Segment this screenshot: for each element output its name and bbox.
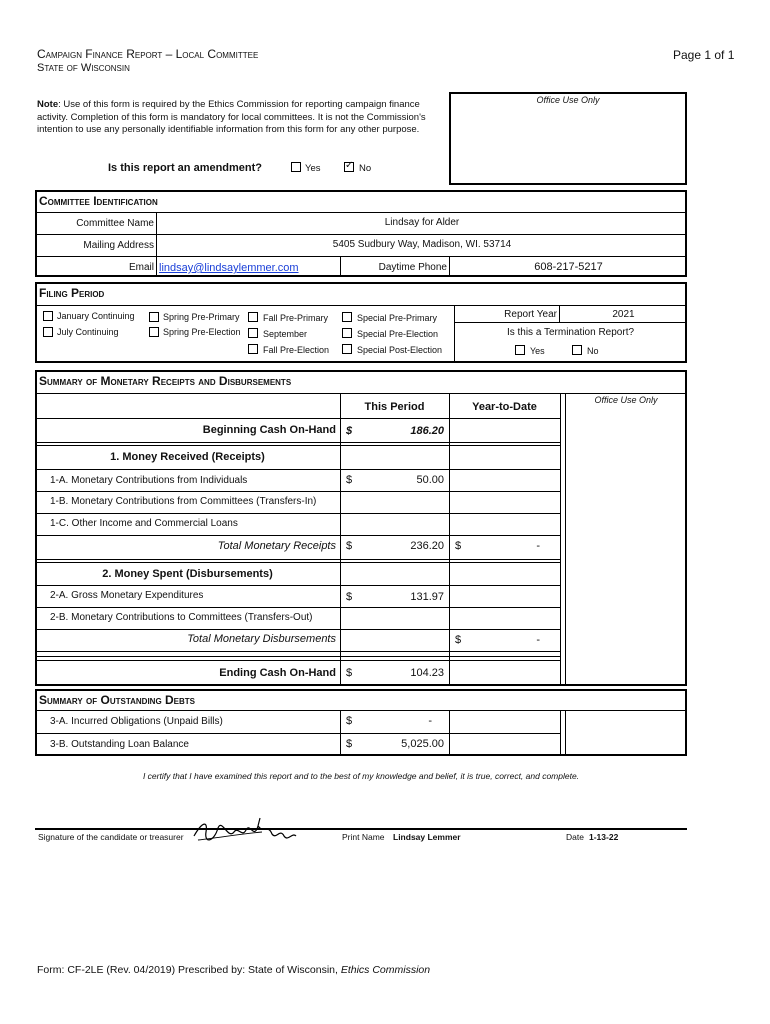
special-post-election-checkbox[interactable] bbox=[342, 344, 352, 354]
money-received-heading: 1. Money Received (Receipts) bbox=[110, 451, 265, 463]
handwritten-signature bbox=[188, 814, 300, 848]
mailing-address-label: Mailing Address bbox=[83, 240, 154, 251]
footer-form-info bbox=[37, 964, 430, 976]
september-checkbox[interactable] bbox=[248, 328, 258, 338]
footer-agency: Ethics Commission bbox=[340, 964, 431, 976]
amendment-question: Is this report an amendment? bbox=[108, 162, 263, 174]
money-spent-heading: 2. Money Spent (Disbursements) bbox=[102, 568, 273, 580]
col-this-period: This Period bbox=[364, 401, 425, 413]
signature-label: Signature of the candidate or treasurer bbox=[38, 832, 184, 842]
note-body: : Use of this form is required by the Ethics Commission for reporting campaign finance activity. Completion of this form is mandatory for local committees. It is not the Commission's intention to use any personally identifiable information from this form for any other purpose. bbox=[37, 99, 426, 135]
form-title: Campaign Finance Report – Local Committee bbox=[37, 47, 259, 61]
committee-heading: Committee Identification bbox=[39, 194, 158, 208]
row-3a-label: 3-A. Incurred Obligations (Unpaid Bills) bbox=[50, 716, 223, 727]
total-receipts-currency: $ bbox=[346, 540, 353, 552]
january-continuing-label: January Continuing bbox=[57, 311, 135, 321]
amendment-no-label: No bbox=[359, 163, 372, 174]
special-pre-election-checkbox[interactable] bbox=[342, 328, 352, 338]
mailing-address-value[interactable]: 5405 Sudbury Way, Madison, WI. 53714 bbox=[332, 239, 512, 250]
row-3a-currency: $ bbox=[346, 715, 353, 727]
daytime-phone-value[interactable]: 608-217-5217 bbox=[534, 261, 603, 273]
september-label: September bbox=[263, 329, 308, 339]
special-post-election-label: Special Post-Election bbox=[357, 345, 443, 355]
beginning-cash-currency: $ bbox=[346, 425, 353, 437]
row-3b-label: 3-B. Outstanding Loan Balance bbox=[50, 739, 189, 750]
spring-pre-election-label: Spring Pre-Election bbox=[163, 327, 241, 337]
row-3b-value[interactable]: 5,025.00 bbox=[401, 738, 444, 750]
total-receipts-ytd-value[interactable]: - bbox=[536, 540, 540, 552]
total-disbursements-ytd-currency: $ bbox=[455, 634, 462, 646]
beginning-cash-label: Beginning Cash On-Hand bbox=[202, 424, 336, 436]
col-year-to-date: Year-to-Date bbox=[472, 401, 537, 413]
row-2a-currency: $ bbox=[346, 591, 353, 603]
total-receipts-label: Total Monetary Receipts bbox=[217, 540, 336, 552]
special-pre-primary-checkbox[interactable] bbox=[342, 312, 352, 322]
email-value[interactable]: lindsay@lindsaylemmer.com bbox=[159, 262, 299, 274]
fall-pre-primary-label: Fall Pre-Primary bbox=[263, 313, 329, 323]
certification-text: I certify that I have examined this report and to the best of my knowledge and belief, it is true, correct, and complete. bbox=[142, 771, 580, 781]
termination-no-label: No bbox=[587, 346, 599, 356]
spring-pre-election-checkbox[interactable] bbox=[149, 327, 159, 337]
note-label: Note bbox=[37, 99, 59, 110]
date-label: Date bbox=[566, 832, 584, 842]
row-1a-currency: $ bbox=[346, 474, 353, 486]
amendment-yes-checkbox[interactable] bbox=[291, 162, 301, 172]
email-label: Email bbox=[128, 262, 154, 273]
summary-heading: Summary of Monetary Receipts and Disbursements bbox=[39, 374, 292, 388]
termination-no-checkbox[interactable] bbox=[572, 345, 582, 355]
print-name-label: Print Name bbox=[342, 832, 385, 842]
termination-yes-label: Yes bbox=[530, 346, 545, 356]
print-name-value[interactable]: Lindsay Lemmer bbox=[393, 832, 461, 842]
committee-name-value[interactable]: Lindsay for Alder bbox=[384, 217, 460, 228]
amendment-no-checkbox[interactable] bbox=[344, 162, 354, 172]
fall-pre-election-checkbox[interactable] bbox=[248, 344, 258, 354]
report-year-value[interactable]: 2021 bbox=[612, 309, 635, 320]
committee-name-label: Committee Name bbox=[76, 218, 154, 229]
row-2a-label: 2-A. Gross Monetary Expenditures bbox=[50, 590, 204, 601]
january-continuing-checkbox[interactable] bbox=[43, 311, 53, 321]
row-1b-label: 1-B. Monetary Contributions from Committees (Transfers-In) bbox=[50, 496, 317, 507]
special-pre-election-label: Special Pre-Election bbox=[357, 329, 439, 339]
office-use-box-top bbox=[449, 92, 687, 185]
filing-period-heading: Filing Period bbox=[39, 286, 105, 300]
beginning-cash-value[interactable]: 186.20 bbox=[410, 425, 444, 437]
debts-heading: Summary of Outstanding Debts bbox=[39, 693, 195, 707]
ending-cash-currency: $ bbox=[346, 667, 353, 679]
row-2b-label: 2-B. Monetary Contributions to Committees (Transfers-Out) bbox=[50, 612, 313, 623]
row-3a-value[interactable]: - bbox=[428, 715, 432, 727]
ending-cash-value[interactable]: 104.23 bbox=[410, 667, 444, 679]
july-continuing-checkbox[interactable] bbox=[43, 327, 53, 337]
termination-question: Is this a Termination Report? bbox=[506, 327, 635, 338]
total-receipts-ytd-currency: $ bbox=[455, 540, 462, 552]
row-1c-label: 1-C. Other Income and Commercial Loans bbox=[50, 518, 238, 529]
total-disbursements-ytd-value[interactable]: - bbox=[536, 634, 540, 646]
row-2a-value[interactable]: 131.97 bbox=[410, 591, 444, 603]
row-3b-currency: $ bbox=[346, 738, 353, 750]
row-1a-value[interactable]: 50.00 bbox=[416, 474, 444, 486]
footer-form-text: Form: CF-2LE (Rev. 04/2019) Prescribed by: State of Wisconsin, bbox=[37, 964, 341, 976]
office-use-label-summary: Office Use Only bbox=[594, 395, 658, 405]
july-continuing-label: July Continuing bbox=[57, 327, 119, 337]
fall-pre-primary-checkbox[interactable] bbox=[248, 312, 258, 322]
page-number: Page 1 of 1 bbox=[673, 48, 735, 62]
termination-yes-checkbox[interactable] bbox=[515, 345, 525, 355]
note-text bbox=[37, 99, 437, 137]
report-year-label: Report Year bbox=[504, 309, 557, 320]
office-use-label-top: Office Use Only bbox=[536, 95, 600, 105]
special-pre-primary-label: Special Pre-Primary bbox=[357, 313, 438, 323]
row-1a-label: 1-A. Monetary Contributions from Individuals bbox=[50, 475, 248, 486]
fall-pre-election-label: Fall Pre-Election bbox=[263, 345, 330, 355]
amendment-yes-label: Yes bbox=[305, 163, 321, 174]
date-value[interactable]: 1-13-22 bbox=[589, 832, 619, 842]
ending-cash-label: Ending Cash On-Hand bbox=[219, 667, 336, 679]
spring-pre-primary-label: Spring Pre-Primary bbox=[163, 312, 240, 322]
total-receipts-value[interactable]: 236.20 bbox=[410, 540, 444, 552]
daytime-phone-label: Daytime Phone bbox=[378, 262, 447, 273]
total-disbursements-label: Total Monetary Disbursements bbox=[187, 633, 336, 645]
spring-pre-primary-checkbox[interactable] bbox=[149, 312, 159, 322]
form-state: State of Wisconsin bbox=[37, 62, 130, 74]
